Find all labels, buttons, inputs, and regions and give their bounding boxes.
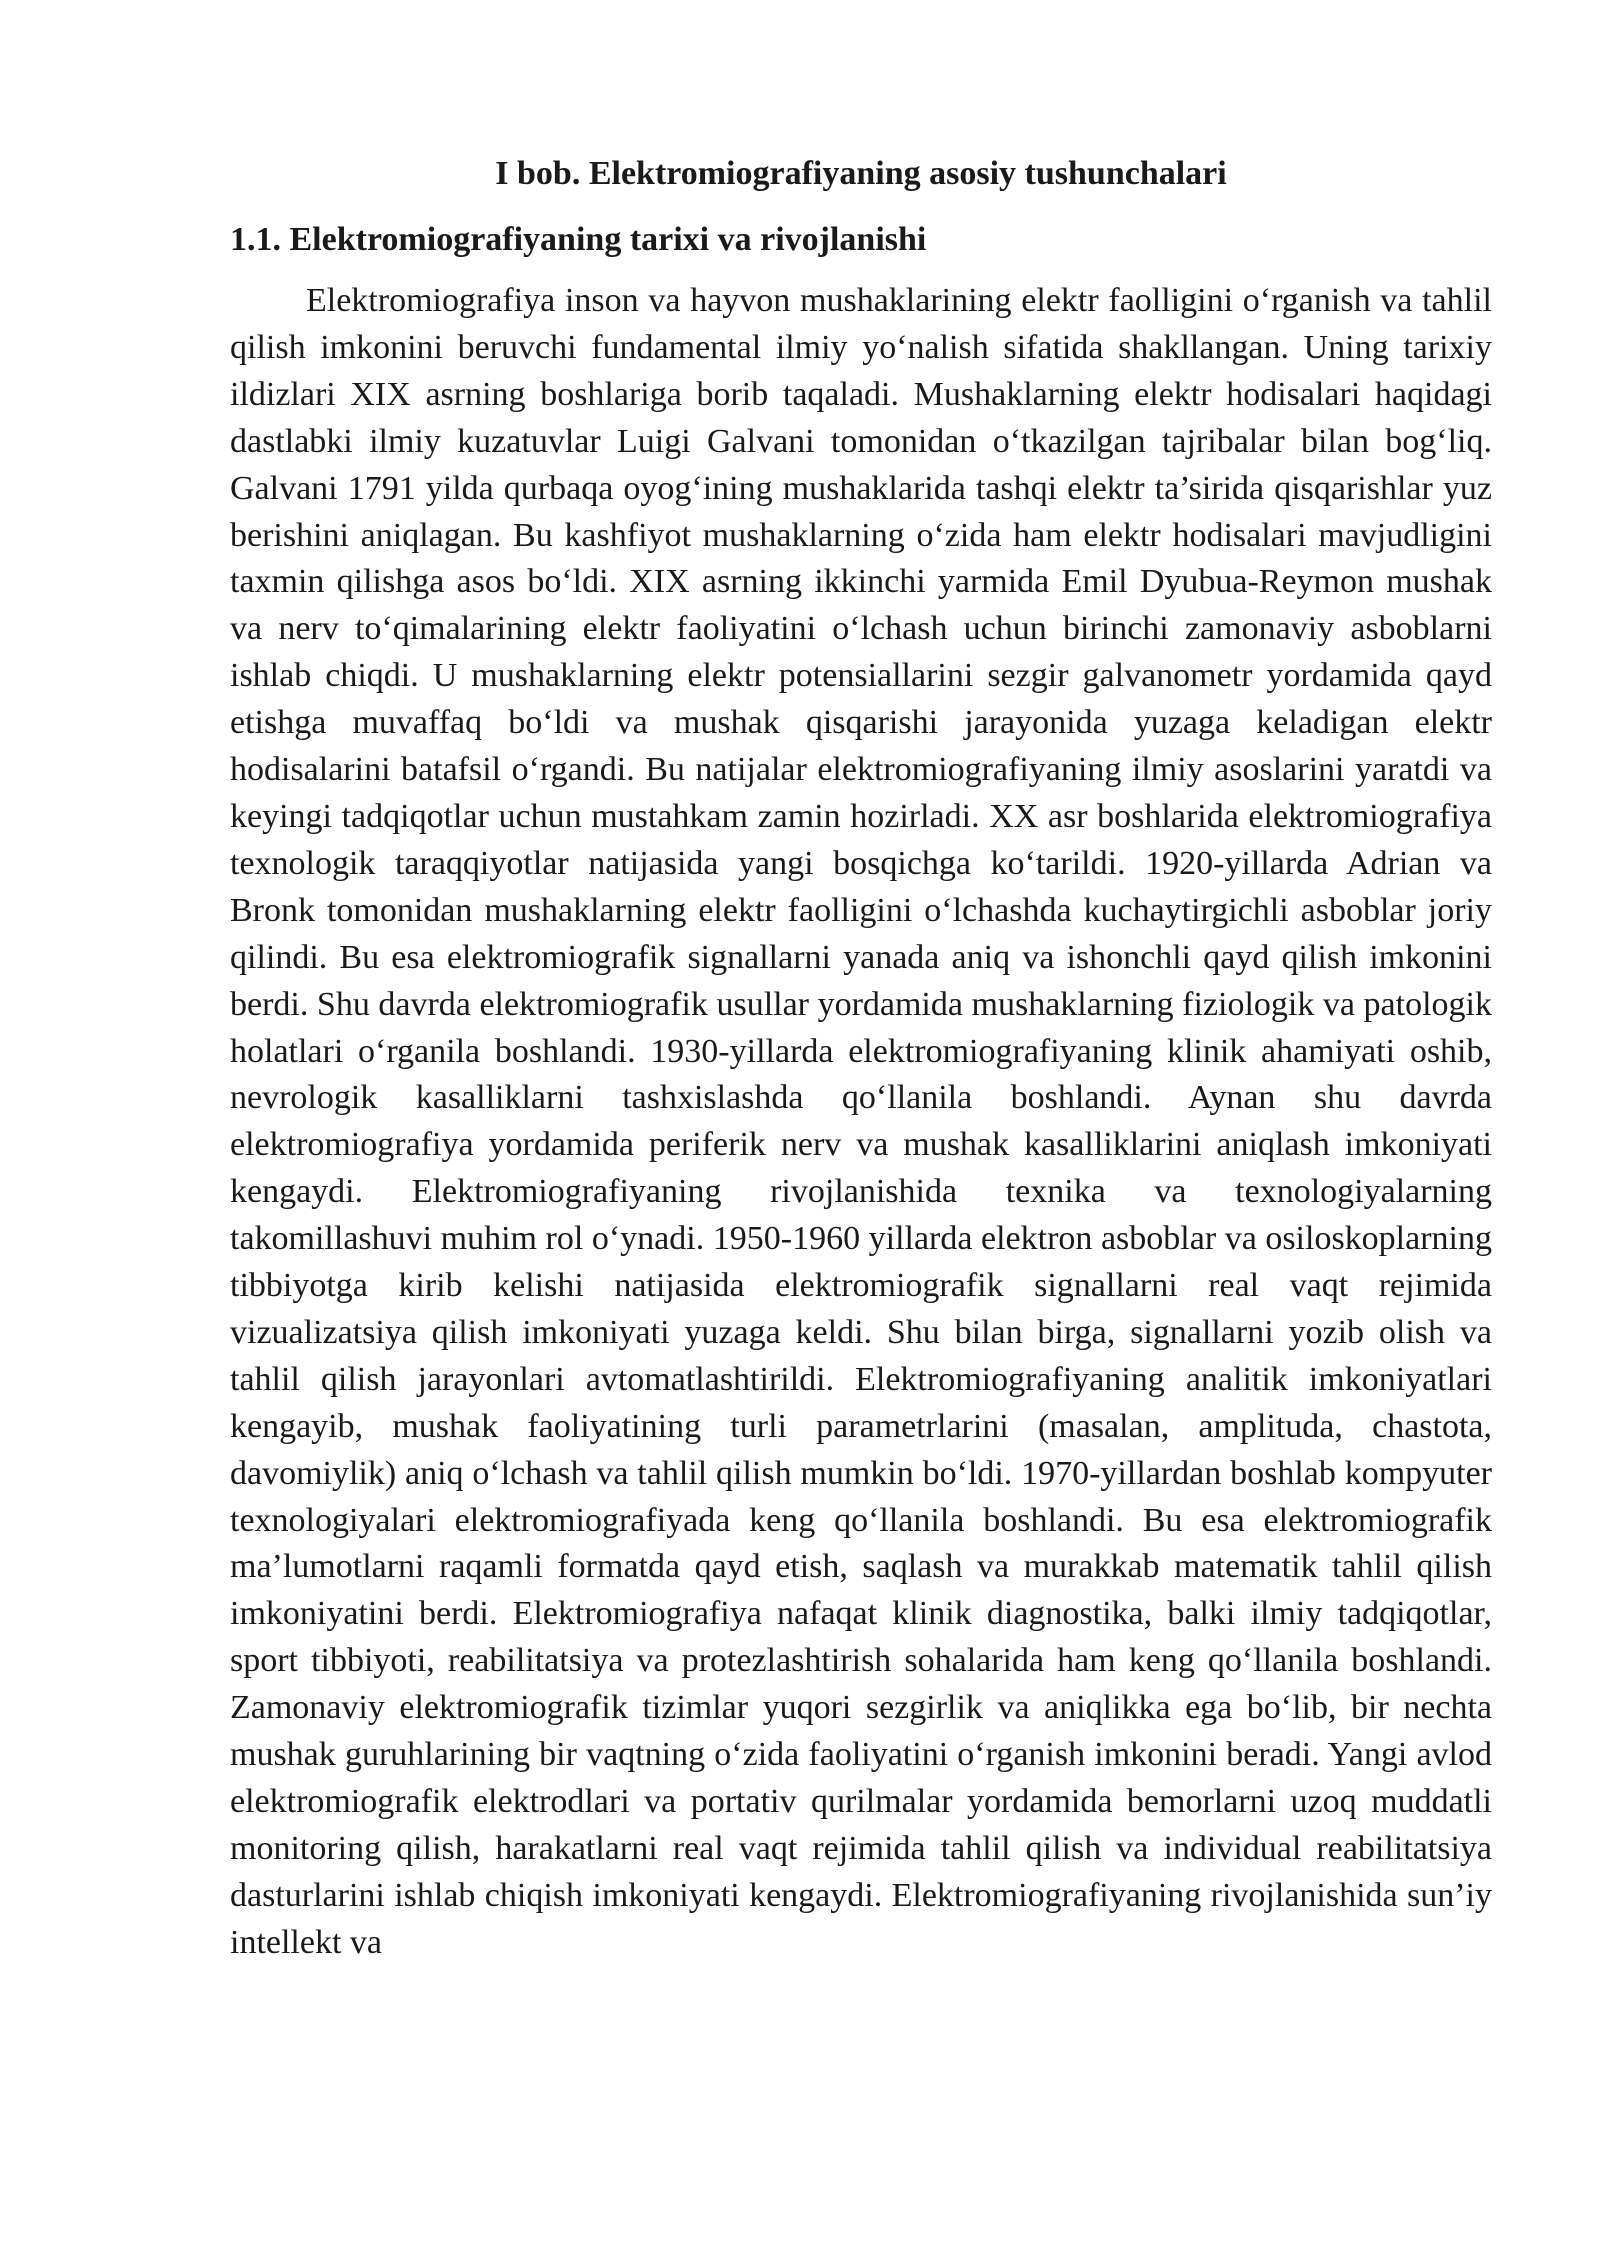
chapter-title: I bob. Elektromiografiyaning asosiy tushunchalari	[495, 155, 1227, 192]
body-paragraph: Elektromiografiya inson va hayvon mushaklarining elektr faolligini o‘rganish va tahlil qilish imkonini beruvchi fundamental ilmiy yo‘nalish sifatida shakllangan. Uning tarixiy ildizlari XIX asrning boshlariga borib taqaladi. Mushaklarning elektr hodisalari haqidagi dastlabki ilmiy kuzatuvlar Luigi Galvani tomonidan o‘tkazilgan tajribalar bilan bog‘liq. Galvani 1791 yilda qurbaqa oyog‘ining mushaklarida tashqi elektr ta’sirida qisqarishlar yuz berishini aniqlagan. Bu kashfiyot mushaklarning o‘zida ham elektr hodisalari mavjudligini taxmin qilishga asos bo‘ldi. XIX asrning ikkinchi yarmida Emil Dyubua-Reymon mushak va nerv to‘qimalarining elektr faoliyatini o‘lchash uchun birinchi zamonaviy asboblarni ishlab chiqdi. U mushaklarning elektr potensiallarini sezgir galvanometr yordamida qayd etishga muvaffaq bo‘ldi va mushak qisqarishi jarayonida yuzaga keladigan elektr hodisalarini batafsil o‘rgandi. Bu natijalar elektromiografiyaning ilmiy asoslarini yaratdi va keyingi tadqiqotlar uchun mustahkam zamin hozirladi. XX asr boshlarida elektromiografiya texnologik taraqqiyotlar natijasida yangi bosqichga ko‘tarildi. 1920-yillarda Adrian va Bronk tomonidan mushaklarning elektr faolligini o‘lchashda kuchaytirgichli asboblar joriy qilindi. Bu esa elektromiografik signallarni yanada aniq va ishonchli qayd qilish imkonini berdi. Shu davrda elektromiografik usullar yordamida mushaklarning fiziologik va patologik holatlari o‘rganila boshlandi. 1930-yillarda elektromiografiyaning klinik ahamiyati oshib, nevrologik kasalliklarni tashxislashda qo‘llanila boshlandi. Aynan shu davrda elektromiografiya yordamida periferik nerv va mushak kasalliklarini aniqlash imkoniyati kengaydi. Elektromiografiyaning rivojlanishida texnika va texnologiyalarning takomillashuvi muhim rol o‘ynadi. 1950-1960 yillarda elektron asboblar va osiloskoplarning tibbiyotga kirib kelishi natijasida elektromiografik signallarni real vaqt rejimida vizualizatsiya qilish imkoniyati yuzaga keldi. Shu bilan birga, signallarni yozib olish va tahlil qilish jarayonlari avtomatlashtirildi. Elektromiografiyaning analitik imkoniyatlari kengayib, mushak faoliyatining turli parametrlarini (masalan, amplituda, chastota, davomiylik) aniq o‘lchash va tahlil qilish mumkin bo‘ldi. 1970-yillardan boshlab kompyuter texnologiyalari elektromiografiyada keng qo‘llanila boshlandi. Bu esa elektromiografik ma’lumotlarni raqamli formatda qayd etish, saqlash va murakkab matematik tahlil qilish imkoniyatini berdi. Elektromiografiya nafaqat klinik diagnostika, balki ilmiy tadqiqotlar, sport tibbiyoti, reabilitatsiya va protezlashtirish sohalarida ham keng qo‘llanila boshlandi. Zamonaviy elektromiografik tizimlar yuqori sezgirlik va aniqlikka ega bo‘lib, bir nechta mushak guruhlarining bir vaqtning o‘zida faoliyatini o‘rganish imkonini beradi. Yangi avlod elektromiografik elektrodlari va portativ qurilmalar yordamida bemorlarni uzoq muddatli monitoring qilish, harakatlarni real vaqt rejimida tahlil qilish va individual reabilitatsiya dasturlarini ishlab chiqish imkoniyati kengaydi. Elektromiografiyaning rivojlanishida sun’iy intellekt va	[230, 282, 1492, 1961]
page-content	[230, 150, 1492, 1967]
section-title: 1.1. Elektromiografiyaning tarixi va rivojlanishi	[230, 221, 927, 258]
